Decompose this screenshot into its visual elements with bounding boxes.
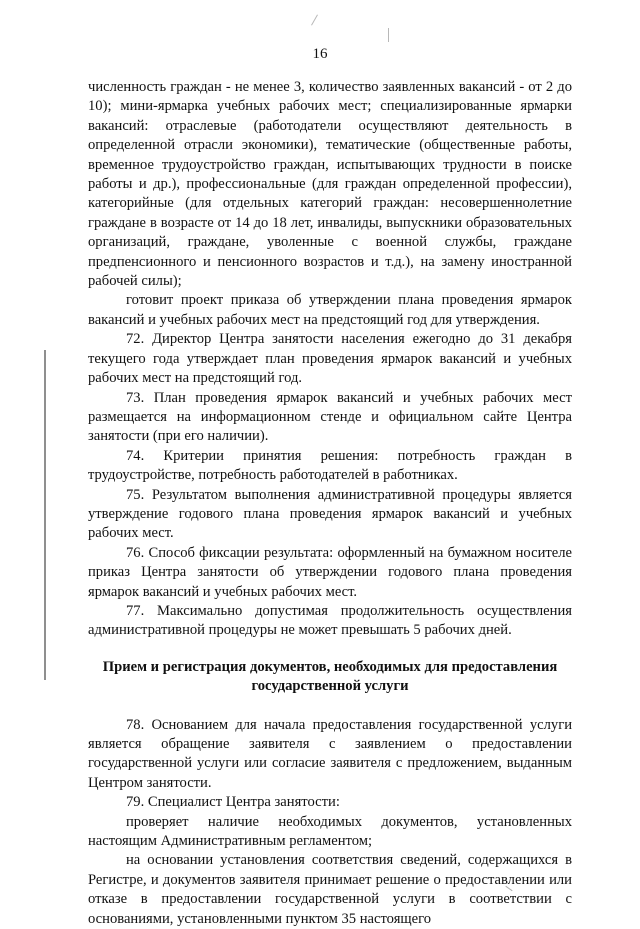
paragraph-78: 78. Основанием для начала предоставления государственной услуги является обращение заявителя с заявлением о предоставлении государственной услуги или согласие заявителя с предложением, выданным Центром занятости.	[88, 716, 572, 791]
paragraph-74: 74. Критерии принятия решения: потребность граждан в трудоустройстве, потребность работодателей в работниках.	[88, 447, 572, 484]
paragraph: готовит проект приказа об утверждении плана проведения ярмарок вакансий и учебных рабочих мест на предстоящий год для утверждения.	[88, 292, 572, 328]
paragraph: численность граждан - не менее 3, количество заявленных вакансий - от 2 до 10); мини-ярмарка учебных рабочих мест; специализированные ярмарки вакансий: отраслевые (работодатели осуществляют деятельность в определенной отрасли экономики), тематические (общественные работы, временное трудоустройство граждан, испытывающих трудности в поиске работы и др.), профессиональные (для граждан определенной профессии), категорийные (для отдельных категорий граждан: несовершеннолетние граждане в возрасте от 14 до 18 лет, инвалиды, выпускники образовательных организаций, граждане, уволенные с военной службы, граждане предпенсионного и пенсионного возрастов и т.д.), на замену иностранной рабочей силы);	[88, 79, 572, 290]
document-body	[88, 78, 572, 929]
paragraph-75: 75. Результатом выполнения административной процедуры является утверждение годового плана проведения ярмарок вакансий и учебных рабочих мест.	[88, 486, 572, 542]
list-item: проверяет наличие необходимых документов, установленных настоящим Административным регламентом;	[88, 813, 572, 850]
list-item: на основании установления соответствия сведений, содержащихся в Регистре, и документов заявителя принимает решение о предоставлении или отказе в предоставлении государственной услуги в соответствии с основаниями, установленными пунктом 35 настоящего	[88, 852, 572, 927]
page-number: 16	[312, 46, 328, 62]
scan-margin-line	[44, 350, 46, 680]
section-heading: Прием и регистрация документов, необходимых для предоставления государственной услуги	[102, 658, 558, 695]
scan-speck	[388, 28, 389, 42]
paragraph-77: 77. Максимально допустимая продолжительность осуществления административной процедуры не может превышать 5 рабочих дней.	[88, 602, 572, 639]
paragraph-72: 72. Директор Центра занятости населения ежегодно до 31 декабря текущего года утверждает план проведения ярмарок вакансий и учебных рабочих мест на предстоящий год.	[88, 331, 572, 387]
paragraph-73: 73. План проведения ярмарок вакансий и учебных рабочих мест размещается на информационном стенде и официальном сайте Центра занятости (при его наличии).	[88, 389, 572, 445]
scan-speck	[311, 15, 318, 26]
paragraph-79: 79. Специалист Центра занятости:	[126, 794, 340, 811]
paragraph-76: 76. Способ фиксации результата: оформленный на бумажном носителе приказ Центра занятости об утверждении годового плана проведения ярмарок вакансий и учебных рабочих мест.	[88, 544, 572, 600]
